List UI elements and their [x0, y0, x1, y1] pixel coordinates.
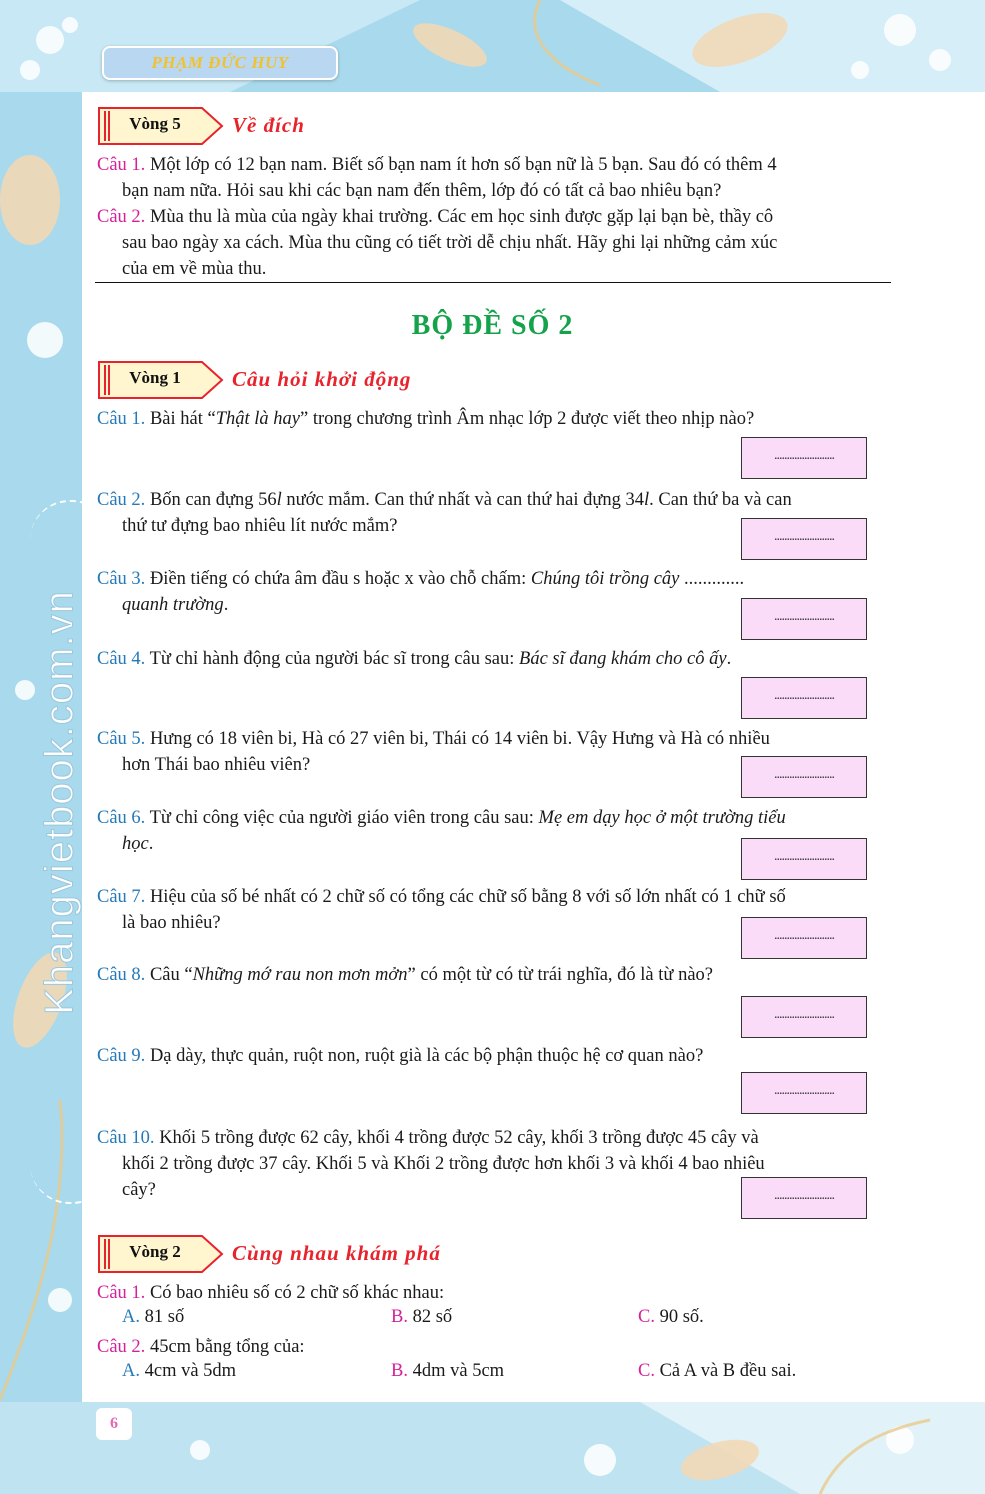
sentence: Bác sĩ đang khám cho cô ấy — [519, 649, 727, 669]
question-text: Có bao nhiêu số có 2 chữ số khác nhau: — [149, 1283, 445, 1303]
option-letter: A. — [122, 1307, 140, 1327]
question-label: Câu 8. — [97, 965, 146, 985]
option-c[interactable] — [638, 1361, 796, 1382]
question-text: Từ chỉ hành động của người bác sĩ trong câu sau: — [149, 649, 520, 669]
answer-box-1[interactable]: ........................ — [741, 437, 867, 479]
question-label: Câu 5. — [97, 729, 146, 749]
option-text: 4dm và 5cm — [407, 1361, 505, 1381]
question-label: Câu 7. — [97, 887, 146, 907]
round-1-question-4 — [97, 646, 890, 672]
answer-box-8[interactable]: ........................ — [741, 996, 867, 1038]
punctuation: . — [726, 649, 732, 669]
question-text: thứ tư đựng bao nhiêu lít nước mắm? — [122, 516, 398, 536]
question-text: 45cm bằng tổng của: — [149, 1337, 305, 1357]
question-label: Câu 4. — [97, 649, 146, 669]
question-label: Câu 2. — [97, 490, 146, 510]
round-2-question-1 — [97, 1280, 890, 1306]
option-text: 90 số. — [654, 1307, 704, 1327]
question-label: Câu 2. — [97, 1337, 146, 1357]
option-a[interactable] — [122, 1361, 236, 1382]
sentence: Mẹ em dạy học ở một trường tiểu — [538, 808, 786, 828]
unit: l — [276, 490, 282, 510]
answer-box-6[interactable]: ........................ — [741, 838, 867, 880]
section-divider — [95, 282, 891, 283]
set-title: BỘ ĐỀ SỐ 2 — [411, 310, 574, 341]
page-number: 6 — [96, 1408, 132, 1440]
sentence: Những mớ rau non mơn mởn — [192, 965, 408, 985]
question-text: Điền tiếng có chứa âm đầu s hoặc x vào chỗ chấm: — [149, 569, 531, 589]
blank: ............. — [679, 569, 745, 589]
author-header: PHẠM ĐỨC HUY — [102, 46, 338, 80]
question-text: của em về mùa thu. — [122, 259, 267, 279]
answer-box-7[interactable]: ........................ — [741, 917, 867, 959]
round-5-label: Vòng 5 — [129, 114, 181, 133]
round-1-title: Câu hỏi khởi động — [232, 367, 412, 391]
question-label: Câu 2. — [97, 207, 146, 227]
question-text: Một lớp có 12 bạn nam. Biết số bạn nam ít hơn số bạn nữ là 5 bạn. Sau đó có thêm 4 — [149, 155, 777, 175]
question-text: ” có một từ có từ trái nghĩa, đó là từ nào? — [407, 965, 713, 985]
question-text: Từ chỉ công việc của người giáo viên trong câu sau: — [149, 808, 539, 828]
song-title: Thật là hay — [215, 409, 300, 429]
question-label: Câu 6. — [97, 808, 146, 828]
question-text: . Can thứ ba và can — [649, 490, 792, 510]
round-5-question-1 — [97, 152, 890, 204]
option-b[interactable] — [391, 1361, 504, 1382]
option-letter: B. — [391, 1361, 408, 1381]
watermark: Khangvietbook.com.vn — [37, 590, 82, 1015]
question-text: nước mắm. Can thứ nhất và can thứ hai đựng 34 — [281, 490, 645, 510]
round-5-title: Về đích — [232, 113, 305, 137]
question-label: Câu 9. — [97, 1046, 146, 1066]
sentence: quanh trường — [122, 595, 224, 615]
question-text: Hưng có 18 viên bi, Hà có 27 viên bi, Thái có 14 viên bi. Vậy Hưng và Hà có nhiều — [149, 729, 770, 749]
round-2-badge — [98, 1235, 224, 1273]
unit: l — [644, 490, 650, 510]
round-2-title: Cùng nhau khám phá — [232, 1241, 441, 1265]
option-letter: C. — [638, 1307, 655, 1327]
round-5-badge — [98, 107, 224, 145]
round-2-question-2 — [97, 1334, 890, 1360]
question-text: Khối 5 trồng được 62 cây, khối 4 trồng được 52 cây, khối 3 trồng được 45 cây và — [159, 1128, 759, 1148]
option-c[interactable] — [638, 1307, 704, 1328]
question-label: Câu 10. — [97, 1128, 155, 1148]
round-1-badge — [98, 361, 224, 399]
round-1-question-9 — [97, 1043, 890, 1069]
question-label: Câu 1. — [97, 409, 146, 429]
question-text: bạn nam nữa. Hỏi sau khi các bạn nam đến thêm, lớp đó có tất cả bao nhiêu bạn? — [122, 181, 722, 201]
question-text: ” trong chương trình Âm nhạc lớp 2 được viết theo nhịp nào? — [299, 409, 755, 429]
answer-box-10[interactable]: ........................ — [741, 1177, 867, 1219]
option-letter: A. — [122, 1361, 140, 1381]
round-1-question-1 — [97, 406, 890, 432]
option-text: 81 số — [140, 1307, 185, 1327]
sentence: Chúng tôi trồng cây — [530, 569, 680, 589]
question-text: sau bao ngày xa cách. Mùa thu cũng có tiết trời dễ chịu nhất. Hãy ghi lại những cảm xúc — [122, 233, 778, 253]
option-text: 4cm và 5dm — [140, 1361, 237, 1381]
question-text: Bài hát “ — [149, 409, 216, 429]
question-label: Câu 1. — [97, 1283, 146, 1303]
question-text: Câu “ — [149, 965, 193, 985]
option-text: 82 số — [407, 1307, 453, 1327]
round-5-question-2 — [97, 204, 890, 282]
sentence: học — [122, 834, 149, 854]
option-a[interactable] — [122, 1307, 184, 1328]
answer-box-5[interactable]: ........................ — [741, 756, 867, 798]
question-text: cây? — [122, 1180, 156, 1200]
round-1-label: Vòng 1 — [129, 368, 181, 387]
round-1-question-8 — [97, 962, 890, 988]
question-text: khối 2 trồng được 37 cây. Khối 5 và Khối 2 trồng được hơn khối 3 và khối 4 bao nhiêu — [122, 1154, 765, 1174]
punctuation: . — [223, 595, 229, 615]
question-text: Mùa thu là mùa của ngày khai trường. Các em học sinh được gặp lại bạn bè, thầy cô — [149, 207, 774, 227]
question-text: hơn Thái bao nhiêu viên? — [122, 755, 311, 775]
question-text: Dạ dày, thực quản, ruột non, ruột già là các bộ phận thuộc hệ cơ quan nào? — [149, 1046, 704, 1066]
option-text: Cả A và B đều sai. — [654, 1361, 797, 1381]
question-text: Hiệu của số bé nhất có 2 chữ số có tổng các chữ số bằng 8 với số lớn nhất có 1 chữ số — [149, 887, 786, 907]
question-text: Bốn can đựng 56 — [149, 490, 277, 510]
question-text: là bao nhiêu? — [122, 913, 221, 933]
answer-box-3[interactable]: ........................ — [741, 598, 867, 640]
question-label: Câu 3. — [97, 569, 146, 589]
round-2-label: Vòng 2 — [129, 1242, 181, 1261]
question-label: Câu 1. — [97, 155, 146, 175]
punctuation: . — [148, 834, 154, 854]
option-letter: C. — [638, 1361, 655, 1381]
answer-box-2[interactable]: ........................ — [741, 518, 867, 560]
option-b[interactable] — [391, 1307, 452, 1328]
option-letter: B. — [391, 1307, 408, 1327]
answer-box-4[interactable]: ........................ — [741, 677, 867, 719]
answer-box-9[interactable]: ........................ — [741, 1072, 867, 1114]
